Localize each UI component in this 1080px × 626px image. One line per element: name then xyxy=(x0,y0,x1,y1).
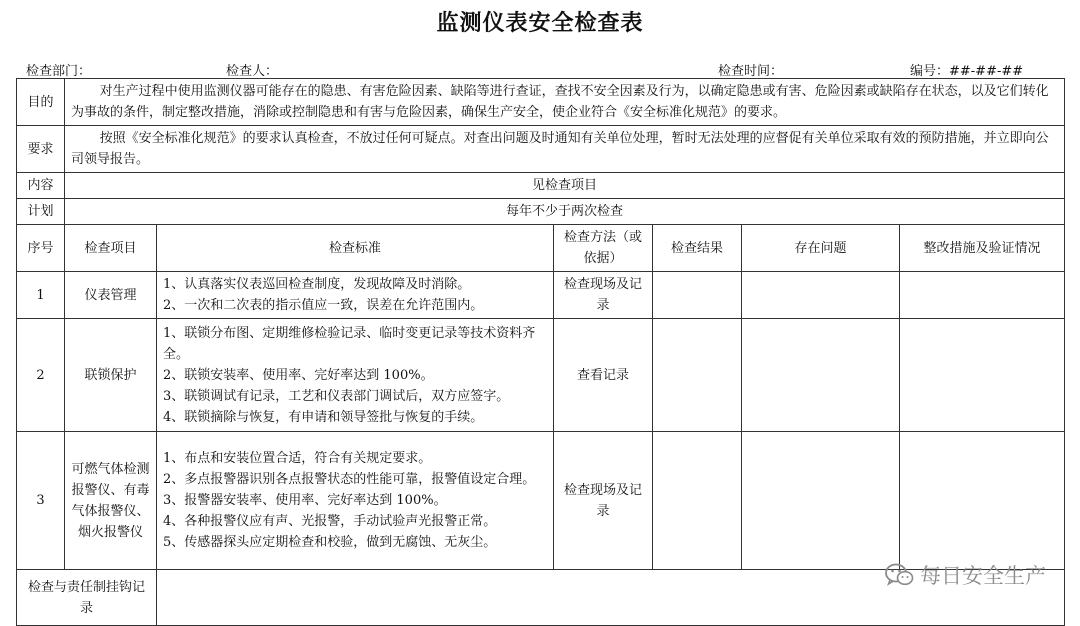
row-seq: 3 xyxy=(17,432,65,570)
dept-label: 检查部门： xyxy=(26,64,92,79)
row-result-cell[interactable] xyxy=(653,432,742,570)
header-seq: 序号 xyxy=(17,225,65,272)
plan-text: 每年不少于两次检查 xyxy=(65,199,1065,225)
number-label: 编号：##-##-## xyxy=(910,64,1024,79)
standard-line: 4、各种报警仪应有声、光报警，手动试验声光报警正常。 xyxy=(163,514,497,529)
row-seq: 1 xyxy=(17,272,65,319)
content-text: 见检查项目 xyxy=(65,173,1065,199)
content-row xyxy=(17,173,1065,199)
row-item: 可燃气体检测报警仪、有毒气体报警仪、烟火报警仪 xyxy=(65,432,157,570)
purpose-label: 目的 xyxy=(17,79,65,126)
header-issue: 存在问题 xyxy=(742,225,900,272)
row-method: 查看记录 xyxy=(554,319,653,432)
row-fix-cell[interactable] xyxy=(900,272,1065,319)
time-label: 检查时间： xyxy=(718,64,784,79)
watermark xyxy=(884,560,1046,590)
requirement-row xyxy=(17,126,1065,173)
table-row xyxy=(17,319,1065,432)
inspector-label: 检查人： xyxy=(226,64,279,79)
page-title: 监测仪表安全检查表 xyxy=(436,11,644,36)
header-item: 检查项目 xyxy=(65,225,157,272)
footer-label: 检查与责任制挂钩记录 xyxy=(17,570,157,626)
standard-line: 3、联锁调试有记录，工艺和仪表部门调试后，双方应签字。 xyxy=(163,388,510,404)
header-result: 检查结果 xyxy=(653,225,742,272)
header-method: 检查方法（或依据） xyxy=(554,225,653,272)
header-standard: 检查标准 xyxy=(157,225,554,272)
standard-line: 1、联锁分布图、定期维修检验记录、临时变更记录等技术资料齐全。 xyxy=(163,325,536,362)
purpose-row xyxy=(17,79,1065,126)
row-fix-cell[interactable] xyxy=(900,319,1065,432)
row-standards xyxy=(157,432,554,570)
table-row xyxy=(17,432,1065,570)
wechat-icon xyxy=(884,562,914,588)
row-item: 联锁保护 xyxy=(65,319,157,432)
checklist-table xyxy=(16,78,1065,626)
row-item: 仪表管理 xyxy=(65,272,157,319)
row-issue-cell[interactable] xyxy=(742,432,900,570)
standard-line: 5、传感器探头应定期检查和校验，做到无腐蚀、无灰尘。 xyxy=(163,535,497,550)
row-fix-cell[interactable] xyxy=(900,432,1065,570)
header-row xyxy=(17,225,1065,272)
standard-line: 1、布点和安装位置合适，符合有关规定要求。 xyxy=(163,451,432,466)
row-result-cell[interactable] xyxy=(653,319,742,432)
row-standards xyxy=(157,319,554,432)
standard-line: 2、多点报警器识别各点报警状态的性能可靠，报警值设定合理。 xyxy=(163,472,536,487)
row-method: 检查现场及记录 xyxy=(554,432,653,570)
standard-line: 2、一次和二次表的指示值应一致，误差在允许范围内。 xyxy=(163,298,484,313)
row-issue-cell[interactable] xyxy=(742,272,900,319)
row-result-cell[interactable] xyxy=(653,272,742,319)
requirement-label: 要求 xyxy=(17,126,65,173)
row-seq: 2 xyxy=(17,319,65,432)
standard-line: 4、联锁摘除与恢复，有申请和领导签批与恢复的手续。 xyxy=(163,409,484,425)
header-fix: 整改措施及验证情况 xyxy=(900,225,1065,272)
row-standards xyxy=(157,272,554,319)
purpose-text: 对生产过程中使用监测仪器可能存在的隐患、有害危险因素、缺陷等进行查证，查找不安全因素及行为，以确定隐患或有害、危险因素或缺陷存在状态，以及它们转化为事故的条件，制定整改措施，消除或控制隐患和有害与危险因素，确保生产安全，使企业符合《安全标准化规范》的要求。 xyxy=(65,79,1065,126)
content-label: 内容 xyxy=(17,173,65,199)
standard-line: 1、认真落实仪表巡回检查制度，发现故障及时消除。 xyxy=(163,277,471,292)
standard-line: 2、联锁安装率、使用率、完好率达到 100%。 xyxy=(163,367,434,383)
row-issue-cell[interactable] xyxy=(742,319,900,432)
plan-label: 计划 xyxy=(17,199,65,225)
table-row xyxy=(17,272,1065,319)
plan-row xyxy=(17,199,1065,225)
watermark-text: 每日安全生产 xyxy=(920,564,1046,588)
row-method: 检查现场及记录 xyxy=(554,272,653,319)
requirement-text: 按照《安全标准化规范》的要求认真检查，不放过任何可疑点。对查出问题及时通知有关单位处理，暂时无法处理的应督促有关单位采取有效的预防措施，并立即向公司领导报告。 xyxy=(65,126,1065,173)
standard-line: 3、报警器安装率、使用率、完好率达到 100%。 xyxy=(163,493,447,508)
